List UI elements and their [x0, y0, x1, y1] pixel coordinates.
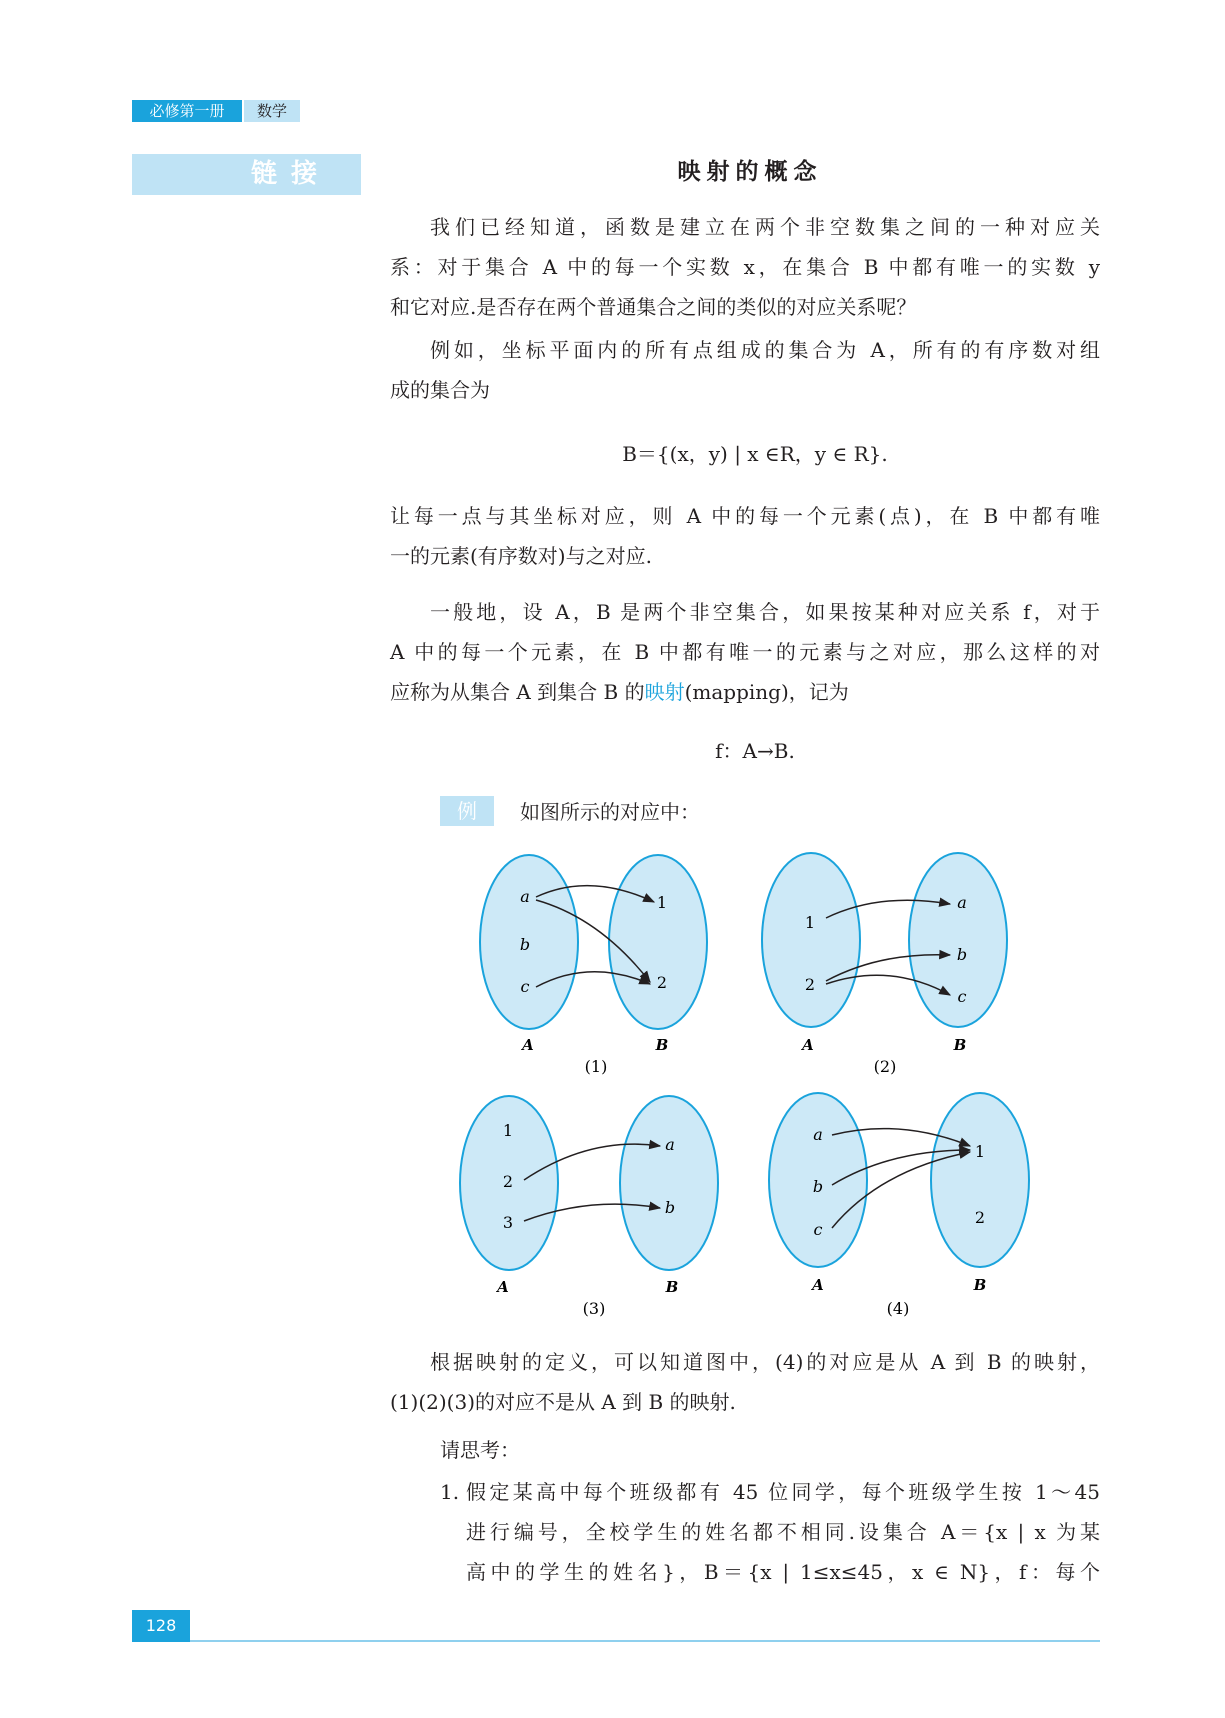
text-line: 和它对应.是否存在两个普通集合之间的类似的对应关系呢？ — [390, 295, 917, 319]
formula-set-b: B＝{(x，y) | x ∈R，y ∈ R}. — [622, 442, 888, 466]
element-label: 2 — [502, 1172, 514, 1191]
set-a-label: A — [802, 1036, 814, 1054]
header-subject-label: 数学 — [244, 100, 300, 122]
question-1 — [466, 1472, 1100, 1592]
element-label: b — [956, 945, 968, 964]
element-label: a — [813, 1125, 823, 1144]
element-label: a — [665, 1135, 675, 1154]
text-line: 请思考： — [440, 1438, 520, 1462]
text-line: 进行编号，全校学生的姓名都不相同.设集合 A＝{x | x 为某 — [466, 1520, 1100, 1544]
element-label: c — [813, 1220, 823, 1239]
text-line: 系：对于集合 A 中的每一个实数 x，在集合 B 中都有唯一的实数 y — [390, 255, 1100, 279]
figure-caption: (4) — [886, 1299, 910, 1318]
text-fragment: 应称为从集合 A 到集合 B 的 — [390, 680, 645, 704]
set-b-label: B — [973, 1276, 987, 1294]
text-line: 让每一点与其坐标对应，则 A 中的每一个元素(点)，在 B 中都有唯 — [390, 504, 1100, 528]
element-label: 1 — [656, 893, 668, 912]
figure-caption: (3) — [582, 1299, 606, 1318]
section-title: 映射的概念 — [677, 159, 823, 185]
element-label: c — [520, 977, 530, 996]
text-line: 例如，坐标平面内的所有点组成的集合为 A，所有的有序数对组 — [430, 338, 1100, 362]
set-b-ellipse — [609, 855, 707, 1029]
set-b-label: B — [655, 1036, 669, 1054]
question-number: 1. — [440, 1480, 460, 1504]
element-label: a — [957, 893, 967, 912]
text-line: 我们已经知道，函数是建立在两个非空数集之间的一种对应关 — [430, 215, 1100, 239]
text-line: 根据映射的定义，可以知道图中，(4)的对应是从 A 到 B 的映射， — [430, 1350, 1100, 1374]
set-b-ellipse — [620, 1096, 718, 1270]
element-label: b — [519, 935, 531, 954]
figure-4 — [769, 1093, 1029, 1318]
figure-1 — [480, 855, 707, 1076]
text-line: 一的元素(有序数对)与之对应. — [390, 544, 652, 568]
text-line: 高中的学生的姓名}，B＝{x | 1≤x≤45，x ∈ N}，f：每个 — [466, 1560, 1100, 1584]
figure-2 — [762, 853, 1007, 1076]
set-b-label: B — [665, 1278, 679, 1296]
element-label: 2 — [974, 1208, 986, 1227]
set-b-ellipse — [931, 1093, 1029, 1267]
element-label: b — [812, 1177, 824, 1196]
set-a-label: A — [497, 1278, 509, 1296]
text-line: 一般地，设 A，B 是两个非空集合，如果按某种对应关系 f，对于 — [430, 600, 1100, 624]
element-label: 2 — [656, 973, 668, 992]
element-label: b — [664, 1198, 676, 1217]
formula-mapping: f：A→B. — [715, 739, 795, 763]
term-mapping: 映射 — [644, 680, 685, 704]
think-label — [440, 1430, 1100, 1470]
footer-divider — [190, 1640, 1100, 1642]
element-label: 1 — [804, 913, 816, 932]
link-section-tag: 链接 — [132, 154, 361, 195]
example-tag: 例 — [440, 796, 494, 826]
text-line: A 中的每一个元素，在 B 中都有唯一的元素与之对应，那么这样的对 — [390, 640, 1100, 664]
set-a-label: A — [812, 1276, 824, 1294]
example-text: 如图所示的对应中： — [520, 800, 700, 824]
set-a-ellipse — [762, 853, 860, 1027]
header-book-label: 必修第一册 — [132, 100, 242, 122]
figure-caption: (1) — [584, 1057, 608, 1076]
text-line: 成的集合为 — [390, 378, 490, 402]
element-label: 3 — [502, 1213, 514, 1232]
element-label: 1 — [502, 1121, 514, 1140]
paragraph-conclusion — [390, 1342, 1100, 1422]
element-label: a — [520, 887, 530, 906]
text-line: (1)(2)(3)的对应不是从 A 到 B 的映射. — [390, 1390, 736, 1414]
figure-3 — [460, 1096, 718, 1318]
element-label: c — [957, 987, 967, 1006]
figure-caption: (2) — [873, 1057, 897, 1076]
set-a-label: A — [522, 1036, 534, 1054]
element-label: 1 — [974, 1142, 986, 1161]
element-label: 2 — [804, 975, 816, 994]
set-b-label: B — [953, 1036, 967, 1054]
text-line: 假定某高中每个班级都有 45 位同学，每个班级学生按 1～45 — [466, 1480, 1100, 1504]
text-fragment: (mapping)，记为 — [684, 680, 849, 704]
page-number: 128 — [132, 1610, 190, 1642]
